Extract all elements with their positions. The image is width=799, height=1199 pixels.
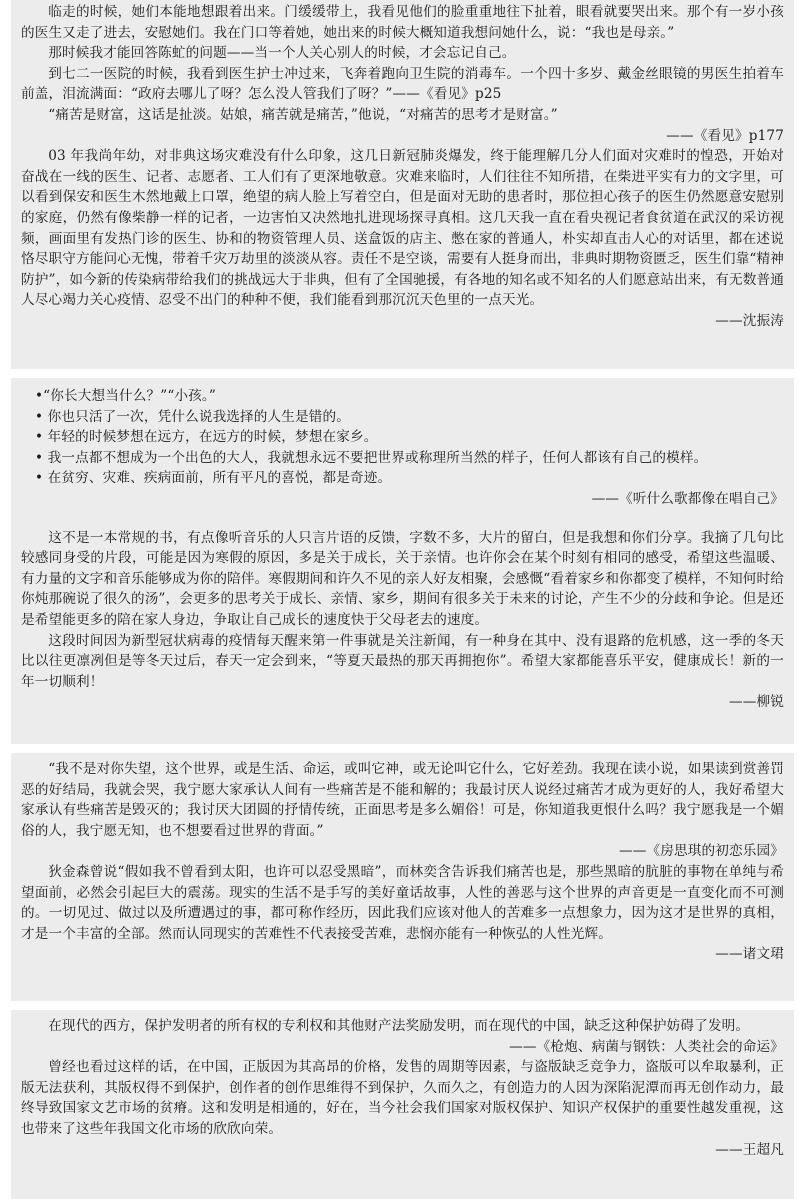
spacer [21, 510, 784, 528]
source-citation: ——《枪炮、病菌与钢铁：人类社会的命运》 [509, 1038, 784, 1055]
paragraph: 临走的时候，她们本能地想跟着出来。门缓缓带上，我看见他们的脸重重地往下扯着，眼看就要哭出来。那个有一岁小孩的医生又走了进去，安慰她们。我在门口等着她，她出来的时候大概知道我想问她什么，说：“我也是母亲。” [21, 4, 784, 41]
author-signature: ——诸文珺 [715, 946, 784, 963]
bullet-quote: • 我一点都不想成为一个出色的大人，我就想永远不要把世界或称理所当然的样子，任何人都该有自己的模样。 [35, 449, 708, 466]
author-signature: ——王超凡 [715, 1141, 784, 1158]
author-signature: ——沈振涛 [715, 312, 784, 329]
paragraph: 这段时间因为新型冠状病毒的疫情每天醒来第一件事就是关注新闻，有一种身在其中、没有退路的危机感，这一季的冬天比以往更凛冽但是等冬天过后，春天一定会到来，“等夏天最热的那天再拥抱你”。希望大家都能喜乐平安，健康成长！新的一年一切顺利！ [21, 632, 784, 690]
paragraph: “我不是对你失望，这个世界，或是生活、命运，或叫它神，或无论叫它什么，它好差劲。我现在读小说，如果读到赏善罚恶的好结局，我就会哭，我宁愿大家承认人间有一些痛苦是不能和解的；我最讨厌人说经过痛苦才成为更好的人，我好希望大家承认有些痛苦是毁灭的；我讨厌大团圆的抒情传统，正面思考是多么媚俗！可是，你知道我更恨什么吗？我宁愿我是一个媚俗的人，我宁愿无知，也不想要看过世界的背面。” [21, 761, 784, 839]
paragraph: 那时候我才能回答陈虻的问题——当一个人关心别人的时候，才会忘记自己。 [48, 45, 516, 62]
author-signature: ——柳锐 [729, 694, 784, 711]
source-citation: ——《听什么歌都像在唱自己》 [591, 490, 784, 507]
paragraph: “痛苦是财富，这话是扯淡。姑娘，痛苦就是痛苦，”他说，“对痛苦的思考才是财富。” [48, 106, 558, 123]
paragraph: 03 年我尚年幼，对非典这场灾难没有什么印象，这几日新冠肺炎爆发，终于能理解几分人们面对灾难时的惶恐，开始对奋战在一线的医生、记者、志愿者、工人们有了更深地敬意。灾难来临时，人们往往不知所措，在柴进平实有力的文字里，可以看到保安和医生木然地戴上口罩，绝望的病人脸上写着空白，但是面对无助的患者时，那位担心孩子的医生仍然愿意安慰别的家庭，仍然有像柴静一样的记者，一边害怕又决然地扎进现场探寻真相。这几天我一直在看央视记者食贫道在武汉的采访视频，画面里有发热门诊的医生、协和的物资管理人员、送盒饭的店主、憋在家的普通人，朴实却直击人心的对话里，都在述说恪尽职守方能问心无愧，带着千灾万劫里的淡淡从容。责任不是空谈，需要有人挺身而出，非典时期物资匮乏，医生们靠“精神防护”，如今新的传染病带给我们的挑战远大于非典，但有了全国驰援，有各地的知名或不知名的人们愿意站出来，有无数普通人尽心竭力关心疫情、忍受不出门的种种不便，我们能看到那沉沉天色里的一点天光。 [21, 148, 785, 309]
paragraph: 曾经也看过这样的话，在中国，正版因为其高昂的价格，发售的周期等因素，与盗版缺乏竞争力，盗版可以牟取暴利，正版无法获利，其版权得不到保护，创作者的创作思维得不到保护，久而久之，有创造力的人因为深陷泥潭而再无创作动力，最终导致国家文艺市场的贫瘠。这和发明是相通的，好在，当今社会我们国家对版权保护、知识产权保护的重要性越发重视，这也带来了这些年我国文化市场的欣欣向荣。 [21, 1059, 784, 1137]
excerpt-block-fangsiqi [11, 753, 794, 1001]
excerpt-block-songs [11, 378, 794, 744]
paragraph: 这不是一本常规的书，有点像听音乐的人只言片语的反馈，字数不多，大片的留白，但是我想和你们分享。我摘了几句比较感同身受的片段，可能是因为寒假的原因，多是关于成长，关于亲情。也许你会在某个时刻有相同的感受，希望这些温暖、有力量的文字和音乐能够成为你的陪伴。寒假期间和许久不见的亲人好友相聚，会感慨“看着家乡和你都变了模样，不知何时给你炖那碗说了很久的汤”，会更多的思考关于成长、亲情、家乡，期间有很多关于未来的讨论，产生不少的分歧和争论。但是还是希望能更多的陪在家人身边，争取让自己成长的速度快于父母老去的速度。 [21, 529, 785, 628]
excerpt-block-kanjian [11, 0, 794, 369]
bullet-quote: • 你也只活了一次，凭什么说我选择的人生是错的。 [35, 408, 350, 425]
paragraph: 到七二一医院的时候，我看到医生护士冲过来，飞奔着跑向卫生院的消毒车。一个四十多岁、戴金丝眼镜的男医生拍着车前盖，泪流满面：“政府去哪儿了呀？怎么没人管我们了呀？”——《看见》p25 [21, 65, 784, 103]
paragraph: 在现代的西方，保护发明者的所有权的专利权和其他财产法奖励发明，而在现代的中国，缺乏这种保护妨碍了发明。 [48, 1018, 750, 1034]
paragraph: 狄金森曾说“假如我不曾看到太阳，也许可以忍受黑暗”，而林奕含告诉我们痛苦也是，那些黑暗的肮脏的事物在单纯与希望面前，必然会引起巨大的震荡。现实的生活不是手写的美好童话故事，人性的善恶与这个世界的声音更是一直变化而不可测的。一切见过、做过以及所遭遇过的事，都可称作经历，因此我们应该对他人的苦难多一点想象力，因为这才是世界的真相，才是一个丰富的全部。然而认同现实的苦难性不代表接受苦难，悲悯亦能有一种恢弘的人性光辉。 [21, 863, 784, 942]
bullet-quote: • 年轻的时候梦想在远方，在远方的时候，梦想在家乡。 [35, 429, 378, 446]
source-citation: ——《房思琪的初恋乐园》 [619, 843, 784, 860]
bullet-quote: •“你长大想当什么？”“小孩。” [35, 388, 216, 404]
excerpt-block-guns-germs-steel [11, 1010, 794, 1199]
source-citation: ——《看见》p177 [666, 127, 784, 144]
bullet-quote: • 在贫穷、灾难、疾病面前，所有平凡的喜悦，都是奇迹。 [35, 470, 392, 487]
